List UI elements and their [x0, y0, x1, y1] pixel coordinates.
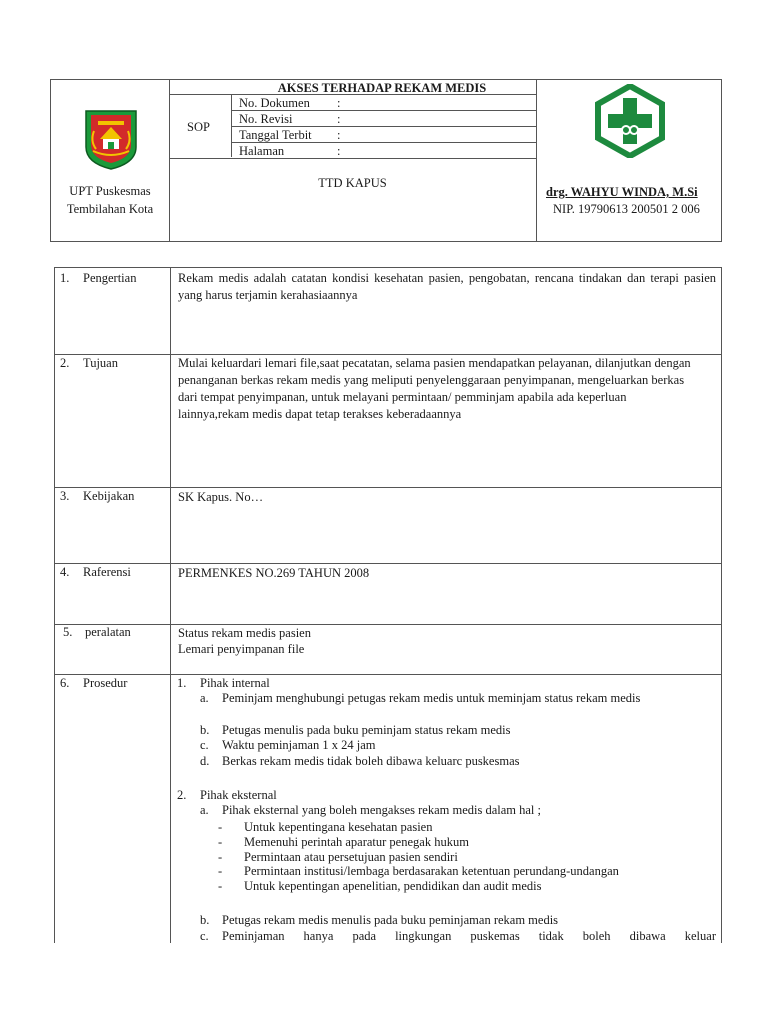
section-4-label: Raferensi — [83, 565, 131, 579]
section-3-num: 3. — [60, 489, 70, 503]
sop-header-table — [50, 79, 722, 242]
section-1-label: Pengertian — [83, 271, 137, 285]
section-1-text: Rekam medis adalah catatan kondisi kesehatan pasien, pengobatan, rencana tindakan dan terapi pasien yang harus terjamin kerahasiaannya — [178, 271, 716, 302]
bullet-dash: - — [218, 850, 223, 864]
signer-nip: NIP. 19790613 200501 2 006 — [553, 202, 700, 216]
external-b-text: Petugas rekam medis menulis pada buku peminjaman rekam medis — [222, 913, 559, 927]
section-2-num: 2. — [60, 356, 70, 370]
section-6-num: 6. — [60, 676, 70, 690]
sop-label: SOP — [187, 120, 210, 134]
external-bullet-text: Untuk kepentingan apenelitian, pendidikan dan audit medis — [244, 879, 542, 893]
internal-item-text: Petugas menulis pada buku peminjam status rekam medis — [222, 723, 511, 737]
bullet-dash: - — [218, 820, 223, 834]
peralatan-item: Status rekam medis pasien — [178, 626, 311, 640]
field-halaman-label: Halaman — [239, 144, 285, 158]
section-4-text: PERMENKES NO.269 TAHUN 2008 — [178, 566, 370, 580]
external-bullet-text: Permintaan atau persetujuan pasien sendiri — [244, 850, 458, 864]
field-no-dokumen-label: No. Dokumen — [239, 96, 310, 110]
internal-item-text: Peminjam menghubungi petugas rekam medis untuk meminjam status rekam medis — [222, 691, 641, 705]
section-4-num: 4. — [60, 565, 70, 579]
external-bullet-text: Untuk kepentingana kesehatan pasien — [244, 820, 433, 834]
field-halaman-sep: : — [337, 144, 341, 158]
field-tanggal-terbit-label: Tanggal Terbit — [239, 128, 312, 142]
field-tanggal-terbit-sep: : — [337, 128, 341, 142]
regency-emblem-icon — [80, 107, 142, 171]
bullet-dash: - — [218, 835, 223, 849]
external-title: Pihak eksternal — [200, 788, 277, 802]
internal-item-mark: c. — [200, 738, 209, 752]
section-1-num: 1. — [60, 271, 70, 285]
field-no-revisi-label: No. Revisi — [239, 112, 293, 126]
external-a-mark: a. — [200, 803, 209, 817]
signer-name: drg. WAHYU WINDA, M.Si — [546, 185, 698, 199]
puskesmas-logo-icon — [594, 84, 666, 158]
ttd-kapus-label: TTD KAPUS — [318, 176, 387, 190]
external-b-mark: b. — [200, 913, 210, 927]
sop-content-table — [54, 267, 722, 943]
field-no-dokumen-sep: : — [337, 96, 341, 110]
section-6-label: Prosedur — [83, 676, 128, 690]
internal-num: 1. — [177, 676, 187, 690]
internal-item-mark: d. — [200, 754, 210, 768]
internal-item-mark: b. — [200, 723, 210, 737]
section-2-label: Tujuan — [83, 356, 118, 370]
external-num: 2. — [177, 788, 187, 802]
internal-item-mark: a. — [200, 691, 209, 705]
section-5-lines — [178, 625, 716, 657]
internal-item-text: Berkas rekam medis tidak boleh dibawa keluarc puskesmas — [222, 754, 520, 768]
external-c-text: Peminjaman hanya pada lingkungan puskemas tidak boleh dibawa keluar — [222, 929, 716, 943]
internal-item-text: Waktu peminjaman 1 x 24 jam — [222, 738, 376, 752]
external-a-text: Pihak eksternal yang boleh mengakses rekam medis dalam hal ; — [222, 803, 542, 817]
section-5-label: peralatan — [85, 625, 131, 639]
internal-title: Pihak internal — [200, 676, 270, 690]
peralatan-item: Lemari penyimpanan file — [178, 642, 305, 656]
bullet-dash: - — [218, 864, 223, 878]
external-bullet-text: Memenuhi perintah aparatur penegak hukum — [244, 835, 469, 849]
org-name-line1: UPT Puskesmas — [69, 184, 151, 198]
external-bullet-text: Permintaan institusi/lembaga berdasarakan ketentuan perundang-undangan — [244, 864, 619, 878]
section-3-text: SK Kapus. No… — [178, 490, 264, 504]
section-3-label: Kebijakan — [83, 489, 135, 503]
bullet-dash: - — [218, 879, 223, 893]
section-2-text: Mulai keluardari lemari file,saat pecatatan, selama pasien mendapatkan pelayanan, dilanjutkan dengan penanganan berkas rekam medis yang meliputi penyelenggaraan penyimpanan, mengeluarkan berkas dari tempat penyimpanan, untuk melayani permintaan/ pemminjam apabila ada keperluan lainnya,rekam medis dapat tetap terakses keberadaannya — [178, 356, 691, 421]
field-no-revisi-sep: : — [337, 112, 341, 126]
section-5-num: 5. — [63, 625, 73, 639]
external-c-mark: c. — [200, 929, 209, 943]
document-title: AKSES TERHADAP REKAM MEDIS — [277, 81, 487, 95]
org-name-line2: Tembilahan Kota — [66, 202, 154, 216]
